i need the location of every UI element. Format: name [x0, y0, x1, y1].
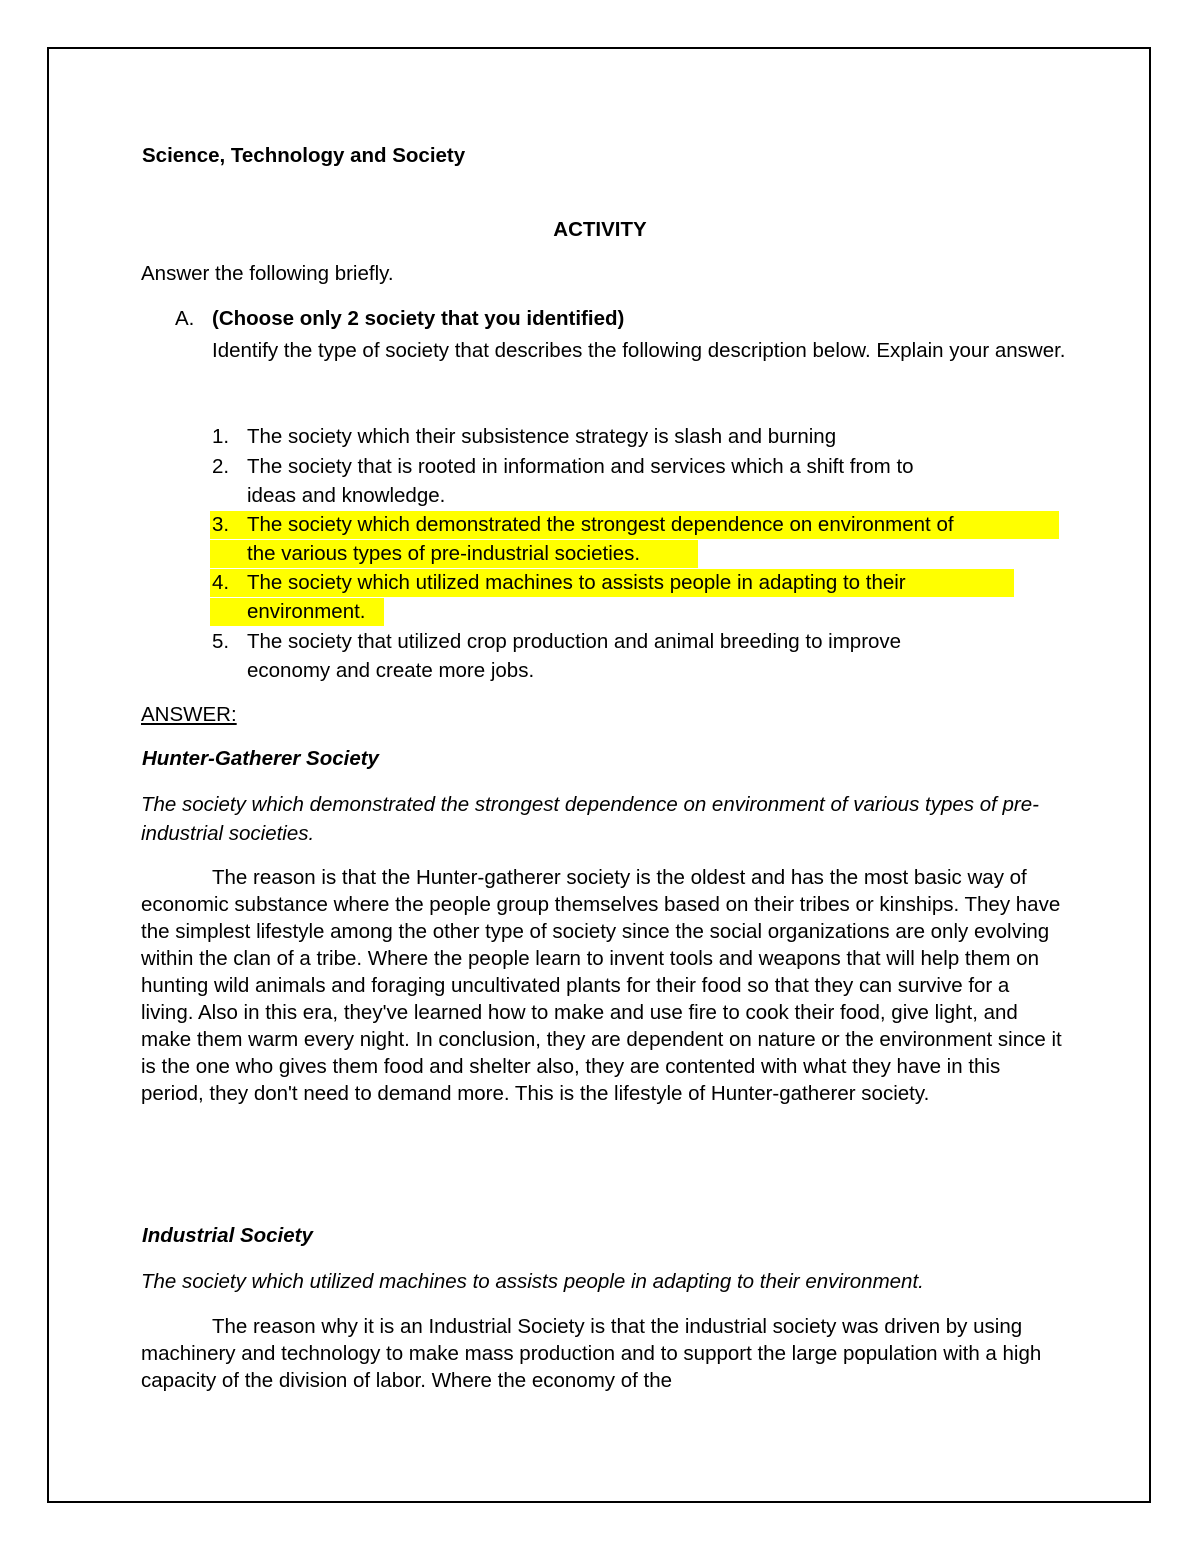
- activity-heading: ACTIVITY: [553, 218, 647, 241]
- question-number: 2.: [212, 455, 230, 478]
- question-text: The society that utilized crop production and animal breeding to improve: [247, 630, 902, 653]
- question-text-highlighted-continued: the various types of pre-industrial societies.: [247, 542, 641, 565]
- question-number: 1.: [212, 425, 230, 448]
- answer-paragraph: The reason why it is an Industrial Society is that the industrial society was driven by using machinery and technology to make mass production and to support the large population with a high capacity of the division of labor. Where the economy of the: [141, 1315, 1042, 1392]
- section-instruction-text: Identify the type of society that describes the following description below. Explain your answer.: [212, 339, 1066, 362]
- question-text-continued: economy and create more jobs.: [247, 659, 535, 682]
- answer-label: ANSWER:: [141, 703, 237, 726]
- instruction-text: Answer the following briefly.: [141, 262, 394, 285]
- answer-heading: Hunter-Gatherer Society: [142, 747, 379, 770]
- answer-heading: Industrial Society: [142, 1224, 313, 1247]
- answer-description: The society which demonstrated the strongest dependence on environment of various types of pre-industrial societies.: [141, 793, 1039, 845]
- question-text: The society which their subsistence strategy is slash and burning: [247, 425, 837, 448]
- question-text: The society that is rooted in information and services which a shift from to: [247, 455, 914, 478]
- question-number: 3.: [212, 513, 230, 536]
- question-number: 4.: [212, 571, 230, 594]
- section-instruction-bold: (Choose only 2 society that you identified): [212, 307, 625, 330]
- answer-paragraph: The reason is that the Hunter-gatherer society is the oldest and has the most basic way of economic substance where the people group themselves based on their tribes or kinships. They have the simplest lifestyle among the other type of society since the social organizations are only evolving within the clan of a tribe. Where the people learn to invent tools and weapons that will help them on hunting wild animals and foraging uncultivated plants for their food so that they can survive for a living. Also in this era, they've learned how to make and use fire to cook their food, give light, and make them warm every night. In conclusion, they are dependent on nature or the environment since it is the one who gives them food and shelter also, they are contented with what they have in this period, they don't need to demand more. This is the lifestyle of Hunter-gatherer society.: [141, 866, 1062, 1105]
- question-text-highlighted: The society which demonstrated the strongest dependence on environment of: [247, 513, 954, 536]
- question-text-highlighted-continued: environment.: [247, 600, 366, 623]
- answer-description: The society which utilized machines to assists people in adapting to their environment.: [141, 1270, 924, 1293]
- section-marker: A.: [175, 307, 195, 330]
- question-text-continued: ideas and knowledge.: [247, 484, 446, 507]
- course-title: Science, Technology and Society: [142, 144, 466, 167]
- question-text-highlighted: The society which utilized machines to assists people in adapting to their: [247, 571, 906, 594]
- question-number: 5.: [212, 630, 230, 653]
